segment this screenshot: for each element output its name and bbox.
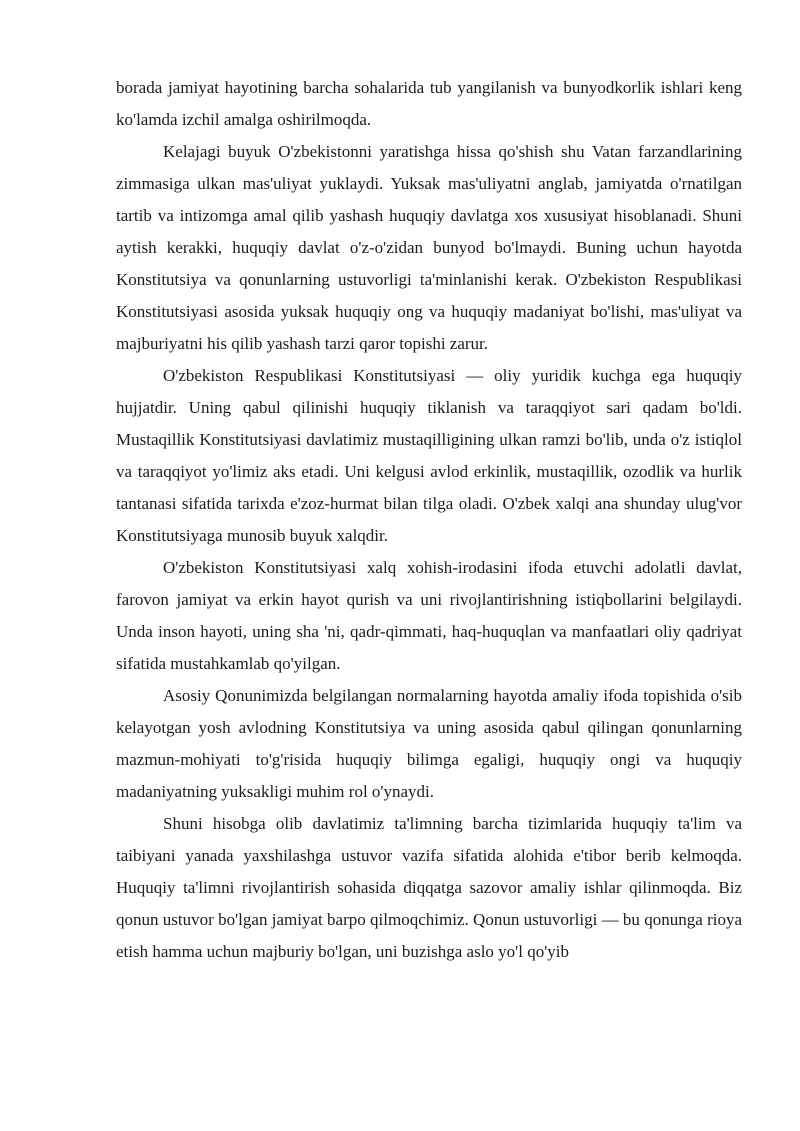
paragraph: O'zbekiston Respublikasi Konstitutsiyasi — oliy yuridik kuchga ega huquqiy hujjatdir. Uning qabul qilinishi huquqiy tiklanish va taraqqiyot sari qadam bo'ldi. Mustaqillik Konstitutsiyasi davlatimiz mustaqilligining ulkan ramzi bo'lib, unda o'z istiqlol va taraqqiyot yo'limiz aks etadi. Uni kelgusi avlod erkinlik, mustaqillik, ozodlik va hurlik tantanasi sifatida tarixda e'zoz-hurmat bilan tilga oladi. O'zbek xalqi ana shunday ulug'vor Konstitutsiyaga munosib buyuk xalqdir. <box>116 366 742 545</box>
paragraph-continued: borada jamiyat hayotining barcha sohalarida tub yangilanish va bunyodkorlik ishlari keng ko'lamda izchil amalga oshirilmoqda. <box>116 78 742 129</box>
paragraph: Asosiy Qonunimizda belgilangan normalarning hayotda amaliy ifoda topishida o'sib kelayotgan yosh avlodning Konstitutsiya va uning asosida qabul qilingan qonunlarning mazmun-mohiyati to'g'risida huquqiy bilimga egaligi, huquqiy ongi va huquqiy madaniyatning yuksakligi muhim rol o'ynaydi. <box>116 686 742 801</box>
paragraph: Kelajagi buyuk O'zbekistonni yaratishga hissa qo'shish shu Vatan farzandlarining zimmasiga ulkan mas'uliyat yuklaydi. Yuksak mas'uliyatni anglab, jamiyatda o'rnatilgan tartib va intizomga amal qilib yashash huquqiy davlatga xos xususiyat hisoblanadi. Shuni aytish kerakki, huquqiy davlat o'z-o'zidan bunyod bo'lmaydi. Buning uchun hayotda Konstitutsiya va qonunlarning ustuvorligi ta'minlanishi kerak. O'zbekiston Respublikasi Konstitutsiyasi asosida yuksak huquqiy ong va huquqiy madaniyat bo'lishi, mas'uliyat va majburiyatni his qilib yashash tarzi qaror topishi zarur. <box>116 142 742 353</box>
document-page <box>116 72 742 968</box>
paragraph: O'zbekiston Konstitutsiyasi xalq xohish-irodasini ifoda etuvchi adolatli davlat, farovon jamiyat va erkin hayot qurish va uni rivojlantirishning istiqbollarini belgilaydi. Unda inson hayoti, uning sha 'ni, qadr-qimmati, haq-huquqlan va manfaatlari oliy qadriyat sifatida mustahkamlab qo'yilgan. <box>116 558 742 673</box>
paragraph: Shuni hisobga olib davlatimiz ta'limning barcha tizimlarida huquqiy ta'lim va taibiyani yanada yaxshilashga ustuvor vazifa sifatida alohida e'tibor berib kelmoqda. Huquqiy ta'limni rivojlantirish sohasida diqqatga sazovor amaliy ishlar qilinmoqda. Biz qonun ustuvor bo'lgan jamiyat barpo qilmoqchimiz. Qonun ustuvorligi — bu qonunga rioya etish hamma uchun majburiy bo'lgan, uni buzishga aslo yo'l qo'yib <box>116 814 742 961</box>
